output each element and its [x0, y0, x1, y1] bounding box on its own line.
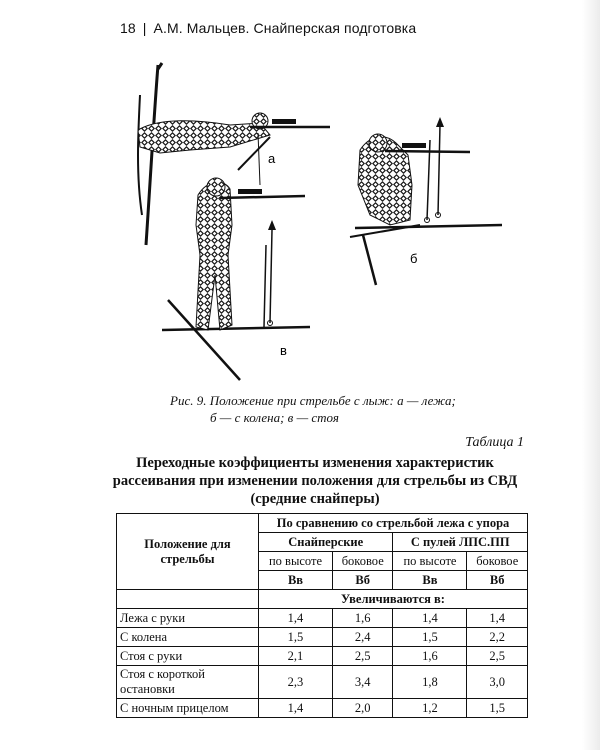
row-value: 3,4 — [332, 666, 392, 699]
table-row — [117, 699, 528, 718]
kneeling-skier — [350, 117, 502, 285]
row-value: 1,6 — [393, 647, 467, 666]
table-number: Таблица 1 — [465, 435, 524, 450]
header-position: Положение для стрельбы — [117, 514, 259, 590]
kneeling-ski — [355, 225, 502, 228]
header-by-height-1: по высоте — [259, 552, 333, 571]
row-label: Лежа с руки — [117, 609, 259, 628]
kneeling-pole-1 — [438, 125, 440, 215]
row-label: С колена — [117, 628, 259, 647]
prone-ski-right — [138, 95, 142, 215]
row-value: 3,0 — [467, 666, 528, 699]
header-by-height-2: по высоте — [393, 552, 467, 571]
header-sym-v-1: Вв — [259, 571, 333, 590]
header-sym-b-2: Вб — [467, 571, 528, 590]
row-value: 1,2 — [393, 699, 467, 718]
standing-body — [196, 182, 232, 330]
table-header-row-5 — [117, 590, 528, 609]
shooting-positions-figure — [120, 55, 530, 395]
header-sym-b-1: Вб — [332, 571, 392, 590]
label-v: в — [280, 343, 287, 358]
header-comparison: По сравнению со стрельбой лежа с упора — [259, 514, 528, 533]
row-label: Стоя с руки — [117, 647, 259, 666]
table-row — [117, 647, 528, 666]
standing-skier — [162, 178, 310, 380]
standing-ski-1 — [162, 327, 310, 330]
page-edge-shadow — [582, 0, 600, 750]
row-value: 1,8 — [393, 666, 467, 699]
row-label: С ночным прицелом — [117, 699, 259, 718]
table-row — [117, 666, 528, 699]
standing-head — [207, 178, 225, 196]
row-value: 1,5 — [259, 628, 333, 647]
label-a: а — [268, 151, 276, 166]
prone-pointer — [258, 133, 260, 185]
row-value: 1,4 — [393, 609, 467, 628]
prone-ski-left — [146, 65, 158, 245]
row-label: Стоя с короткой остановки — [117, 666, 259, 699]
kneeling-head — [369, 134, 387, 152]
row-value: 2,4 — [332, 628, 392, 647]
standing-pole-2 — [264, 245, 266, 327]
standing-rifle — [220, 196, 305, 198]
header-separator: | — [142, 20, 147, 36]
row-value: 1,5 — [393, 628, 467, 647]
row-value: 1,5 — [467, 699, 528, 718]
table-title: Переходные коэффициенты изменения характеристик рассеивания при изменении положения для стрельбы из СВД (средние снайперы) — [112, 455, 518, 507]
page-number: 18 — [120, 20, 136, 36]
header-lateral-2: боковое — [467, 552, 528, 571]
header-sym-v-2: Вв — [393, 571, 467, 590]
row-value: 2,0 — [332, 699, 392, 718]
row-value: 2,3 — [259, 666, 333, 699]
row-value: 1,4 — [259, 699, 333, 718]
prone-body — [138, 121, 270, 153]
running-header — [120, 20, 416, 36]
coefficients-table — [116, 513, 528, 718]
figure-caption — [170, 392, 500, 426]
caption-line-2: б — с колена; в — стоя — [210, 410, 339, 425]
running-title: А.М. Мальцев. Снайперская подготовка — [153, 20, 417, 36]
row-value: 1,4 — [467, 609, 528, 628]
prone-skier — [138, 63, 330, 245]
kneeling-rifle — [385, 151, 470, 152]
row-value: 1,6 — [332, 609, 392, 628]
header-group-lps: С пулей ЛПС.ПП — [393, 533, 528, 552]
table-header-row-1 — [117, 514, 528, 533]
caption-line-1: Рис. 9. Положение при стрельбе с лыж: а — лежа; — [170, 393, 456, 408]
row-value: 2,5 — [332, 647, 392, 666]
header-lateral-1: боковое — [332, 552, 392, 571]
row-value: 1,4 — [259, 609, 333, 628]
row-value: 2,1 — [259, 647, 333, 666]
label-b: б — [410, 251, 418, 266]
standing-pole-1 — [270, 230, 272, 323]
header-increase: Увеличиваются в: — [259, 590, 528, 609]
header-empty-cell — [117, 590, 259, 609]
row-value: 2,5 — [467, 647, 528, 666]
table-row — [117, 628, 528, 647]
header-group-sniper: Снайперские — [259, 533, 393, 552]
row-value: 2,2 — [467, 628, 528, 647]
table-row — [117, 609, 528, 628]
kneeling-ski-vertical — [363, 235, 376, 285]
